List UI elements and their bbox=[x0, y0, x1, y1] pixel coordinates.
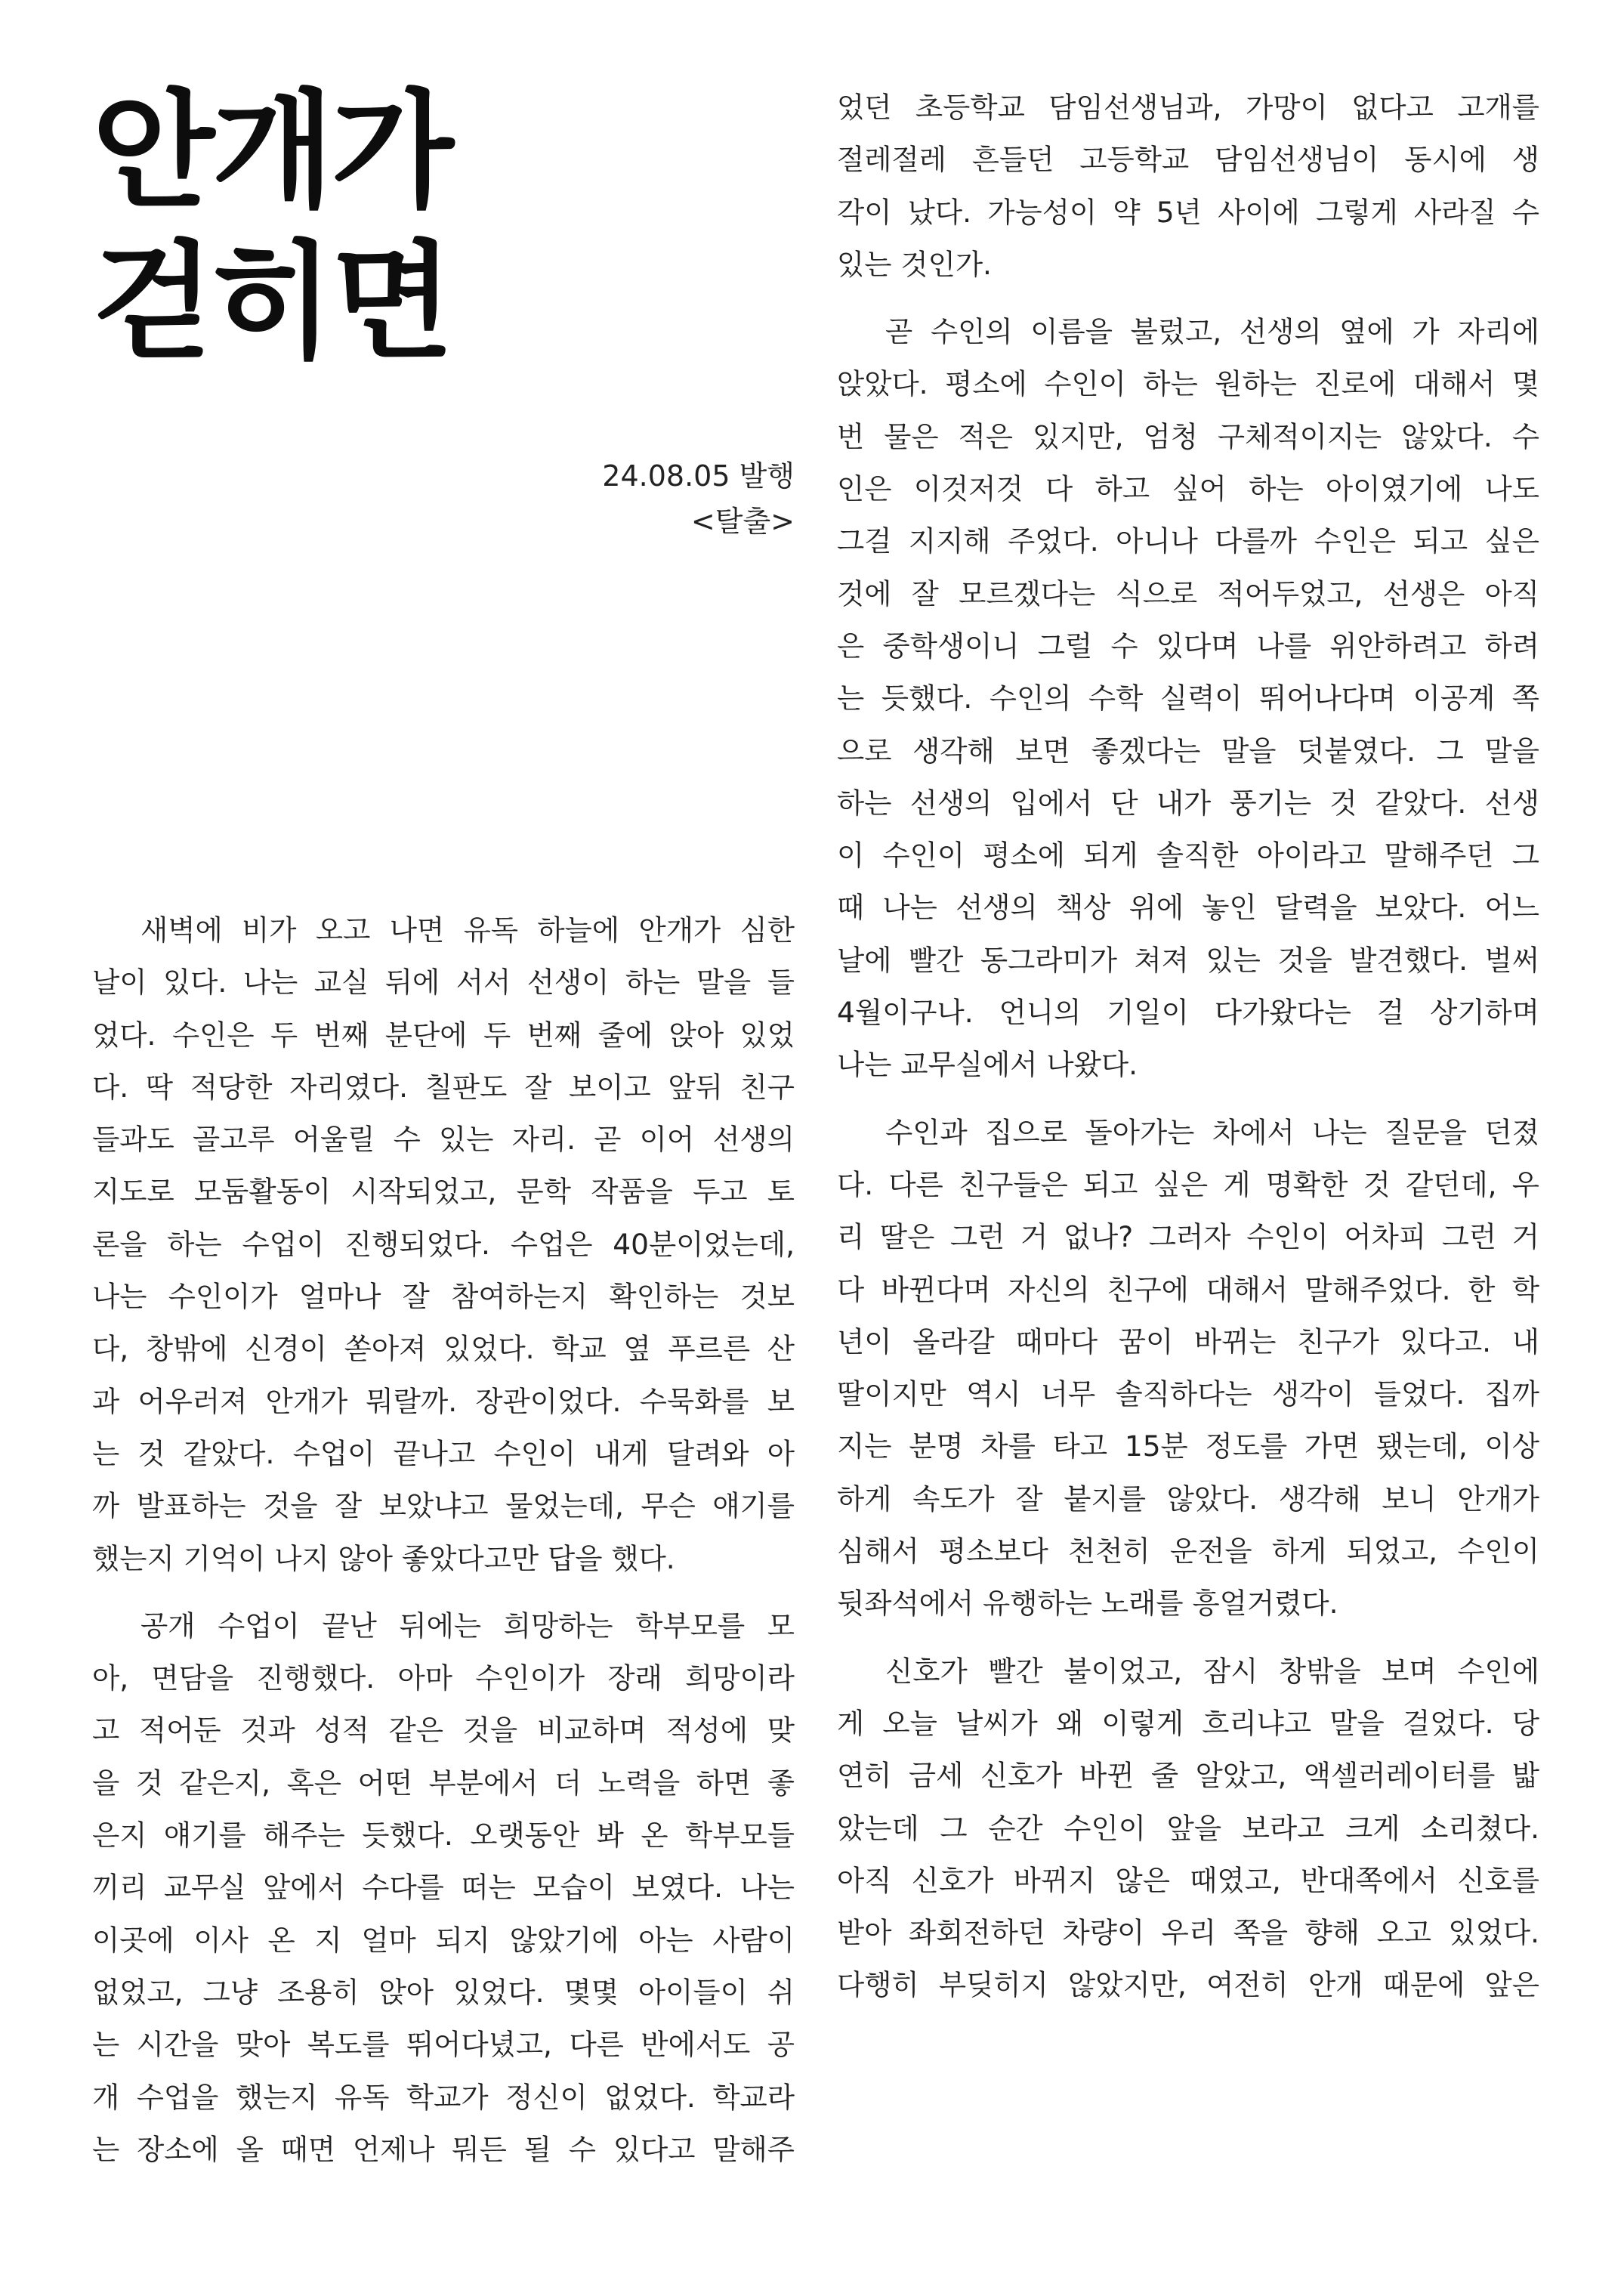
right-column bbox=[837, 82, 1539, 2027]
text-line: 날이 있다. 나는 교실 뒤에 서서 선생이 하는 말을 들 bbox=[92, 966, 795, 1000]
text-line: 다, 창밖에 신경이 쏟아져 있었다. 학교 옆 푸르른 산 bbox=[92, 1332, 795, 1366]
text-line: 았는데 그 순간 수인이 앞을 보라고 크게 소리쳤다. bbox=[837, 1811, 1539, 1845]
text-line: 리 딸은 그런 거 없나? 그러자 수인이 어차피 그런 거 bbox=[837, 1220, 1539, 1254]
text-line: 는 듯했다. 수인의 수학 실력이 뛰어나다며 이공계 쪽 bbox=[837, 681, 1539, 715]
title-line-1: 안개가 bbox=[92, 77, 451, 225]
text-line: 고 적어둔 것과 성적 같은 것을 비교하며 적성에 맞 bbox=[92, 1714, 795, 1748]
text-line: 다. 다른 친구들은 되고 싶은 게 명확한 것 같던데, 우 bbox=[837, 1167, 1539, 1201]
paragraph bbox=[92, 1600, 795, 2176]
text-line: 뒷좌석에서 유행하는 노래를 흥얼거렸다. bbox=[837, 1587, 1338, 1621]
text-line: 까 발표하는 것을 잘 보았냐고 물었는데, 무슨 얘기를 bbox=[92, 1489, 795, 1523]
text-line: 것에 잘 모르겠다는 식으로 적어두었고, 선생은 아직 bbox=[837, 576, 1539, 610]
text-line: 지도로 모둠활동이 시작되었고, 문학 작품을 두고 토 bbox=[92, 1175, 795, 1209]
text-line: 다 바뀐다며 자신의 친구에 대해서 말해주었다. 한 학 bbox=[837, 1272, 1539, 1306]
text-line: 나는 수인이가 얼마나 잘 참여하는지 확인하는 것보 bbox=[92, 1280, 795, 1314]
text-line: 4월이구나. 언니의 기일이 다가왔다는 걸 상기하며 bbox=[837, 996, 1539, 1030]
text-line: 번 물은 적은 있지만, 엄청 구체적이지는 않았다. 수 bbox=[837, 419, 1539, 453]
publication-meta bbox=[602, 453, 795, 544]
text-line: 은 중학생이니 그럴 수 있다며 나를 위안하려고 하려 bbox=[837, 629, 1539, 663]
text-line: 곧 수인의 이름을 불렀고, 선생의 옆에 가 자리에 bbox=[885, 315, 1539, 349]
text-line: 했는지 기억이 나지 않아 좋았다고만 답을 했다. bbox=[92, 1541, 675, 1575]
text-line: 딸이지만 역시 너무 솔직하다는 생각이 들었다. 집까 bbox=[837, 1377, 1539, 1411]
paragraph bbox=[837, 82, 1539, 291]
text-line: 아, 면담을 진행했다. 아마 수인이가 장래 희망이라 bbox=[92, 1661, 795, 1695]
left-body-text bbox=[92, 904, 795, 2191]
text-line: 이 수인이 평소에 되게 솔직한 아이라고 말해주던 그 bbox=[837, 839, 1539, 873]
text-line: 으로 생각해 보면 좋겠다는 말을 덧붙였다. 그 말을 bbox=[837, 734, 1539, 768]
text-line: 이곳에 이사 온 지 얼마 되지 않았기에 아는 사람이 bbox=[92, 1923, 795, 1957]
paragraph bbox=[837, 306, 1539, 1091]
text-line: 수인과 집으로 돌아가는 차에서 나는 질문을 던졌 bbox=[885, 1115, 1539, 1149]
text-line: 신호가 빨간 불이었고, 잠시 창밖을 보며 수인에 bbox=[885, 1654, 1539, 1688]
text-line: 받아 좌회전하던 차량이 우리 쪽을 향해 오고 있었다. bbox=[837, 1916, 1539, 1950]
text-line: 날에 빨간 동그라미가 쳐져 있는 것을 발견했다. 벌써 bbox=[837, 943, 1539, 977]
text-line: 때 나는 선생의 책상 위에 놓인 달력을 보았다. 어느 bbox=[837, 891, 1539, 925]
publish-date: 24.08.05 발행 bbox=[602, 459, 795, 493]
text-line: 는 시간을 맞아 복도를 뛰어다녔고, 다른 반에서도 공 bbox=[92, 2028, 795, 2062]
text-line: 앉았다. 평소에 수인이 하는 원하는 진로에 대해서 몇 bbox=[837, 367, 1539, 401]
text-line: 는 것 같았다. 수업이 끝나고 수인이 내게 달려와 아 bbox=[92, 1436, 795, 1470]
section-label: <탈출> bbox=[690, 505, 795, 538]
text-line: 그걸 지지해 주었다. 아니나 다를까 수인은 되고 싶은 bbox=[837, 524, 1539, 558]
text-line: 는 장소에 올 때면 언제나 뭐든 될 수 있다고 말해주 bbox=[92, 2132, 795, 2166]
text-line: 심해서 평소보다 천천히 운전을 하게 되었고, 수인이 bbox=[837, 1534, 1539, 1568]
text-line: 었던 초등학교 담임선생님과, 가망이 없다고 고개를 bbox=[837, 91, 1539, 124]
text-line: 다행히 부딪히지 않았지만, 여전히 안개 때문에 앞은 bbox=[837, 1968, 1539, 2002]
text-line: 끼리 교무실 앞에서 수다를 떠는 모습이 보였다. 나는 bbox=[92, 1871, 795, 1905]
text-line: 하는 선생의 입에서 단 내가 풍기는 것 같았다. 선생 bbox=[837, 786, 1539, 820]
left-column bbox=[92, 76, 795, 2251]
paragraph bbox=[92, 904, 795, 1585]
paragraph bbox=[837, 1646, 1539, 2012]
text-line: 지는 분명 차를 타고 15분 정도를 가면 됐는데, 이상 bbox=[837, 1429, 1539, 1463]
text-line: 있는 것인가. bbox=[837, 247, 992, 281]
text-line: 다. 딱 적당한 자리였다. 칠판도 잘 보이고 앞뒤 친구 bbox=[92, 1070, 795, 1104]
text-line: 론을 하는 수업이 진행되었다. 수업은 40분이었는데, bbox=[92, 1227, 795, 1261]
text-line: 아직 신호가 바뀌지 않은 때였고, 반대쪽에서 신호를 bbox=[837, 1863, 1539, 1897]
text-line: 었다. 수인은 두 번째 분단에 두 번째 줄에 앉아 있었 bbox=[92, 1018, 795, 1052]
text-line: 개 수업을 했는지 유독 학교가 정신이 없었다. 학교라 bbox=[92, 2080, 795, 2114]
text-line: 나는 교무실에서 나왔다. bbox=[837, 1048, 1138, 1082]
text-line: 새벽에 비가 오고 나면 유독 하늘에 안개가 심한 bbox=[140, 913, 795, 947]
text-line: 절레절레 흔들던 고등학교 담임선생님이 동시에 생 bbox=[837, 143, 1539, 177]
text-line: 과 어우러져 안개가 뭐랄까. 장관이었다. 수묵화를 보 bbox=[92, 1384, 795, 1418]
text-line: 을 것 같은지, 혹은 어떤 부분에서 더 노력을 하면 좋 bbox=[92, 1766, 795, 1800]
title-line-2: 걷히면 bbox=[92, 228, 451, 376]
article-title bbox=[92, 76, 795, 378]
text-line: 년이 올라갈 때마다 꿈이 바뀌는 친구가 있다고. 내 bbox=[837, 1324, 1539, 1358]
text-line: 각이 났다. 가능성이 약 5년 사이에 그렇게 사라질 수 bbox=[837, 195, 1539, 229]
text-line: 없었고, 그냥 조용히 앉아 있었다. 몇몇 아이들이 쉬 bbox=[92, 1975, 795, 2009]
text-line: 은지 얘기를 해주는 듯했다. 오랫동안 봐 온 학부모들 bbox=[92, 1819, 795, 1853]
text-line: 게 오늘 날씨가 왜 이렇게 흐리냐고 말을 걸었다. 당 bbox=[837, 1706, 1539, 1740]
text-line: 연히 금세 신호가 바뀐 줄 알았고, 액셀러레이터를 밟 bbox=[837, 1759, 1539, 1793]
paragraph bbox=[837, 1107, 1539, 1630]
text-line: 하게 속도가 잘 붙지를 않았다. 생각해 보니 안개가 bbox=[837, 1482, 1539, 1516]
text-line: 공개 수업이 끝난 뒤에는 희망하는 학부모를 모 bbox=[140, 1608, 795, 1642]
text-line: 들과도 골고루 어울릴 수 있는 자리. 곧 이어 선생의 bbox=[92, 1123, 795, 1157]
text-line: 인은 이것저것 다 하고 싶어 하는 아이였기에 나도 bbox=[837, 472, 1539, 506]
